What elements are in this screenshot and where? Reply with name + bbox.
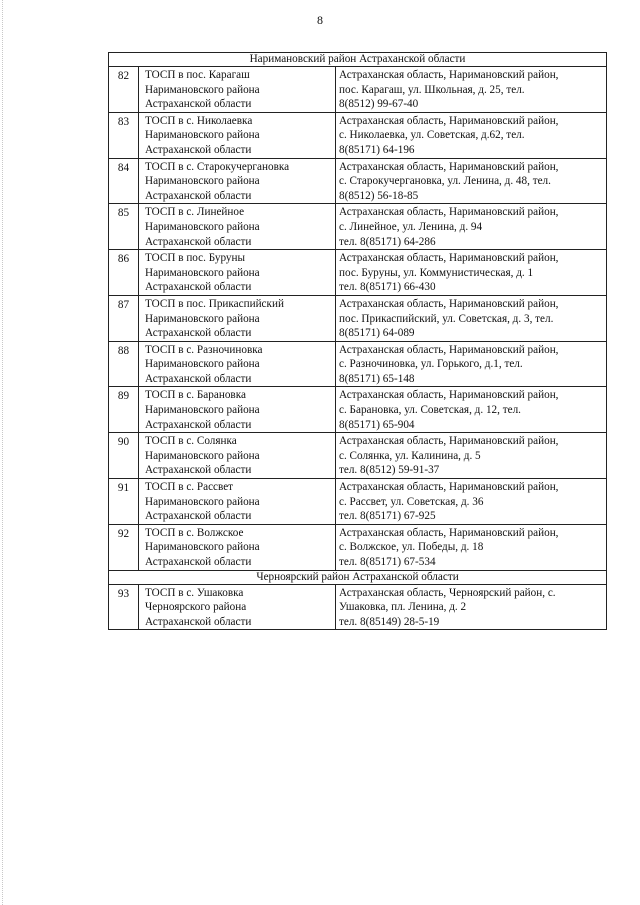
office-name-line: Астраханской области xyxy=(145,327,252,340)
office-name-line: Наримановского района xyxy=(145,175,260,188)
office-name-line: Астраханской области xyxy=(145,372,252,385)
office-address-line: тел. 8(8512) 59-91-37 xyxy=(339,464,440,477)
office-name-line: Наримановского района xyxy=(145,449,260,462)
office-name-cell xyxy=(139,584,336,630)
office-name-line: Астраханской области xyxy=(145,556,252,568)
office-address-cell xyxy=(336,479,607,525)
table-row xyxy=(109,433,607,479)
office-name-line: Астраханской области xyxy=(145,189,252,202)
office-address-line: Астраханская область, Наримановский район, xyxy=(339,206,559,219)
office-address-line: пос. Прикаспийский, ул. Советская, д. 3, тел. xyxy=(339,312,554,325)
row-number: 82 xyxy=(109,67,139,113)
office-name-line: ТОСП в с. Солянка xyxy=(145,435,237,448)
office-address-cell xyxy=(336,250,607,296)
office-address-cell xyxy=(336,112,607,158)
office-name-line: Астраханской области xyxy=(145,235,252,248)
office-name-line: Наримановского района xyxy=(145,358,260,371)
office-address-line: с. Солянка, ул. Калинина, д. 5 xyxy=(339,449,481,462)
office-name-line: Наримановского района xyxy=(145,266,260,279)
office-table-body xyxy=(109,53,607,630)
office-name-cell xyxy=(139,387,336,433)
office-name-cell xyxy=(139,112,336,158)
office-name-line: Астраханской области xyxy=(145,143,252,156)
section-title: Черноярский район Астраханской области xyxy=(109,570,607,584)
office-name-line: ТОСП в с. Николаевка xyxy=(145,114,253,127)
office-name-line: Наримановского района xyxy=(145,495,260,508)
office-name-line: ТОСП в с. Разночиновка xyxy=(145,343,263,356)
office-name-cell xyxy=(139,341,336,387)
office-name-line: Астраханской области xyxy=(145,98,252,111)
office-name-line: Астраханской области xyxy=(145,510,252,523)
office-address-cell xyxy=(336,204,607,250)
office-address-cell xyxy=(336,433,607,479)
office-address-line: 8(85171) 65-904 xyxy=(339,418,415,431)
table-row xyxy=(109,387,607,433)
office-name-cell xyxy=(139,433,336,479)
office-name-line: Астраханской области xyxy=(145,418,252,431)
office-address-line: тел. 8(85171) 64-286 xyxy=(339,235,436,248)
table-row xyxy=(109,158,607,204)
office-name-cell xyxy=(139,204,336,250)
office-address-cell xyxy=(336,341,607,387)
row-number: 83 xyxy=(109,112,139,158)
row-number: 91 xyxy=(109,479,139,525)
table-row xyxy=(109,479,607,525)
office-name-line: ТОСП в с. Волжское xyxy=(145,526,244,539)
office-name-line: Наримановского района xyxy=(145,541,260,554)
office-name-cell xyxy=(139,158,336,204)
office-address-line: тел. 8(85171) 67-534 xyxy=(339,556,436,568)
office-name-cell xyxy=(139,295,336,341)
office-address-line: тел. 8(85171) 67-925 xyxy=(339,510,436,523)
row-number: 84 xyxy=(109,158,139,204)
office-name-line: ТОСП в с. Старокучергановка xyxy=(145,160,290,173)
section-header-row xyxy=(109,53,607,67)
office-address-cell xyxy=(336,387,607,433)
page-number: 8 xyxy=(317,13,323,27)
office-address-line: Астраханская область, Наримановский район, xyxy=(339,69,559,81)
row-number: 88 xyxy=(109,341,139,387)
office-address-line: Астраханская область, Наримановский район, xyxy=(339,252,559,265)
office-table xyxy=(108,52,607,630)
row-number: 93 xyxy=(109,584,139,630)
office-address-line: пос. Карагаш, ул. Школьная, д. 25, тел. xyxy=(339,83,525,96)
office-name-line: ТОСП в с. Рассвет xyxy=(145,481,234,494)
office-name-line: Черноярского района xyxy=(145,601,247,614)
office-address-line: Астраханская область, Наримановский район, xyxy=(339,435,559,448)
office-address-line: 8(85171) 64-089 xyxy=(339,327,415,340)
office-address-line: Астраханская область, Наримановский район, xyxy=(339,389,559,402)
row-number: 87 xyxy=(109,295,139,341)
office-name-cell xyxy=(139,67,336,113)
office-address-cell xyxy=(336,584,607,630)
office-address-line: Ушаковка, пл. Ленина, д. 2 xyxy=(339,601,467,614)
office-address-cell xyxy=(336,67,607,113)
office-name-cell xyxy=(139,479,336,525)
office-name-line: Астраханской области xyxy=(145,464,252,477)
office-name-line: Астраханской области xyxy=(145,615,252,628)
office-address-line: с. Линейное, ул. Ленина, д. 94 xyxy=(339,220,483,233)
office-address-line: с. Николаевка, ул. Советская, д.62, тел. xyxy=(339,129,525,142)
office-address-line: тел. 8(85171) 66-430 xyxy=(339,281,436,294)
office-address-line: с. Барановка, ул. Советская, д. 12, тел. xyxy=(339,404,521,417)
office-address-line: Астраханская область, Наримановский район, xyxy=(339,481,559,494)
office-address-line: с. Разночиновка, ул. Горького, д.1, тел. xyxy=(339,358,523,371)
office-name-line: ТОСП в с. Линейное xyxy=(145,206,245,219)
table-row xyxy=(109,295,607,341)
office-name-line: Наримановского района xyxy=(145,220,260,233)
office-name-line: ТОСП в с. Барановка xyxy=(145,389,246,402)
office-name-line: Наримановского района xyxy=(145,83,260,96)
office-address-line: пос. Буруны, ул. Коммунистическая, д. 1 xyxy=(339,266,534,279)
row-number: 85 xyxy=(109,204,139,250)
office-name-line: Астраханской области xyxy=(145,281,252,294)
office-address-line: с. Старокучергановка, ул. Ленина, д. 48, тел. xyxy=(339,175,551,188)
table-row xyxy=(109,524,607,570)
office-address-cell xyxy=(336,524,607,570)
page-edge-artifact xyxy=(2,0,3,905)
section-title: Наримановский район Астраханской области xyxy=(109,53,607,67)
office-name-cell xyxy=(139,524,336,570)
office-address-line: с. Рассвет, ул. Советская, д. 36 xyxy=(339,495,484,508)
office-address-line: 8(8512) 56-18-85 xyxy=(339,189,419,202)
office-address-line: с. Волжское, ул. Победы, д. 18 xyxy=(339,541,484,554)
office-address-line: Астраханская область, Наримановский район, xyxy=(339,160,559,173)
office-address-line: 8(85171) 64-196 xyxy=(339,143,415,156)
office-name-line: ТОСП в с. Ушаковка xyxy=(145,586,244,599)
table-row xyxy=(109,67,607,113)
table-row xyxy=(109,112,607,158)
row-number: 86 xyxy=(109,250,139,296)
office-address-line: 8(8512) 99-67-40 xyxy=(339,98,419,111)
table-row xyxy=(109,250,607,296)
table-row xyxy=(109,204,607,250)
office-address-line: Астраханская область, Черноярский район, с. xyxy=(339,586,556,599)
office-name-line: ТОСП в пос. Прикаспийский xyxy=(145,297,284,310)
row-number: 92 xyxy=(109,524,139,570)
table-row xyxy=(109,341,607,387)
office-name-line: ТОСП в пос. Карагаш xyxy=(145,69,250,81)
office-name-cell xyxy=(139,250,336,296)
row-number: 89 xyxy=(109,387,139,433)
office-name-line: Наримановского района xyxy=(145,129,260,142)
office-address-cell xyxy=(336,158,607,204)
office-address-line: Астраханская область, Наримановский район, xyxy=(339,526,559,539)
office-address-line: Астраханская область, Наримановский район, xyxy=(339,114,559,127)
table-row xyxy=(109,584,607,630)
office-address-line: 8(85171) 65-148 xyxy=(339,372,415,385)
row-number: 90 xyxy=(109,433,139,479)
office-address-line: Астраханская область, Наримановский район, xyxy=(339,297,559,310)
office-address-line: тел. 8(85149) 28-5-19 xyxy=(339,615,440,628)
office-address-line: Астраханская область, Наримановский район, xyxy=(339,343,559,356)
office-name-line: Наримановского района xyxy=(145,404,260,417)
office-address-cell xyxy=(336,295,607,341)
office-name-line: Наримановского района xyxy=(145,312,260,325)
office-name-line: ТОСП в пос. Буруны xyxy=(145,252,246,265)
section-header-row xyxy=(109,570,607,584)
